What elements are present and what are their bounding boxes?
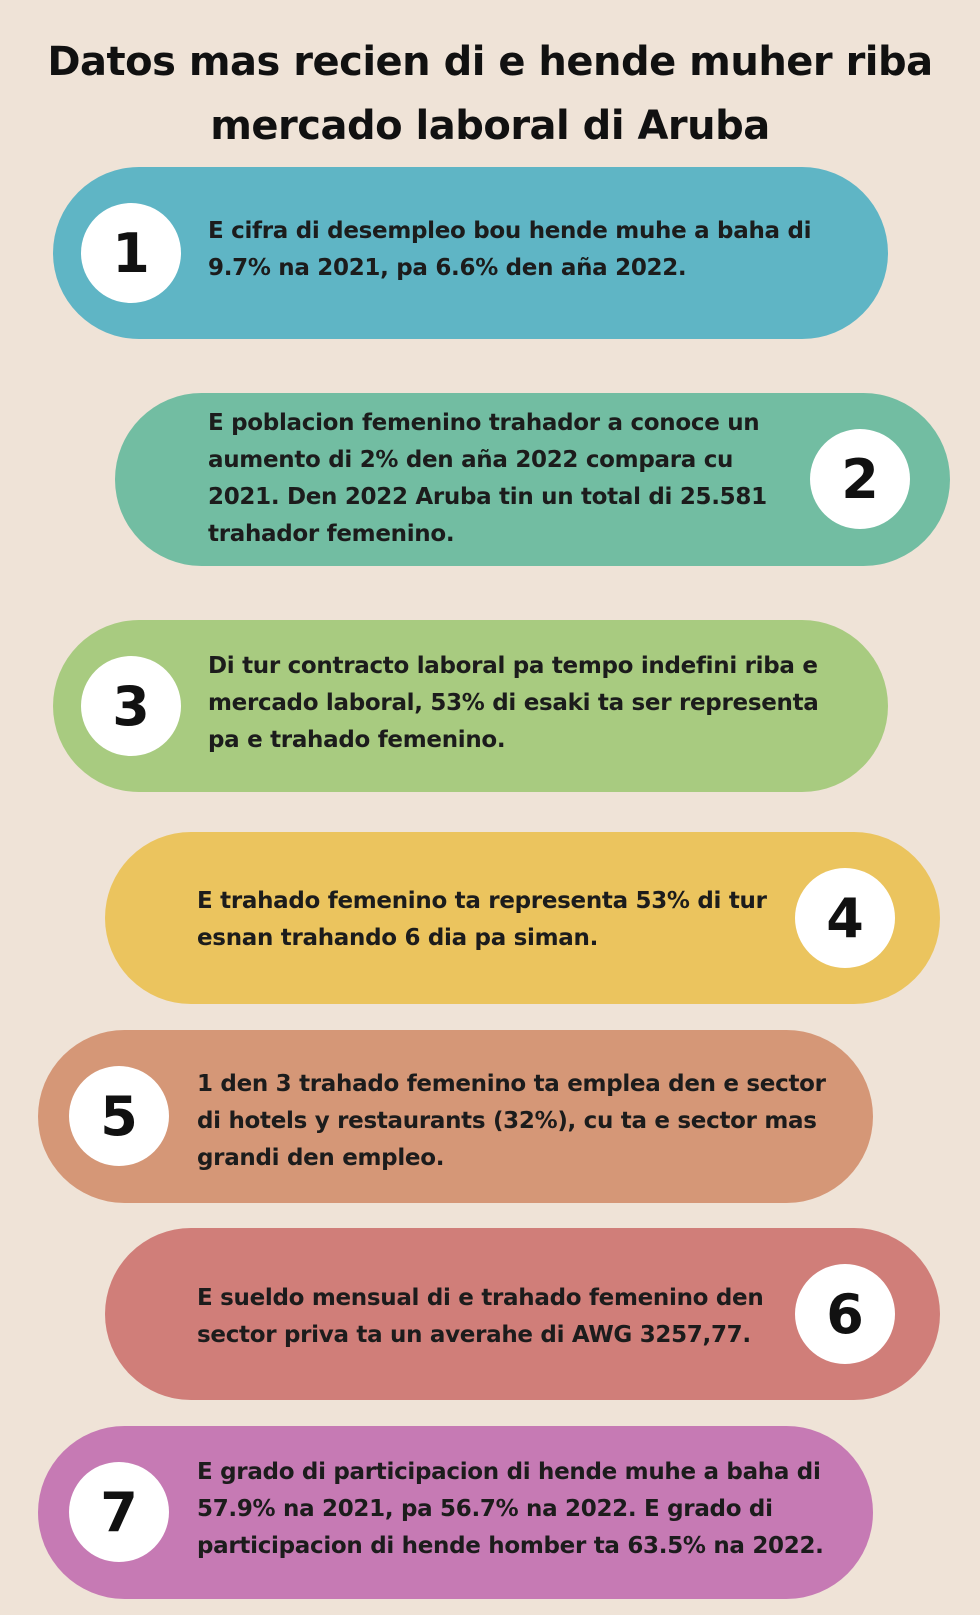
number-badge-6: 6: [795, 1264, 895, 1364]
number-badge-4: 4: [795, 868, 895, 968]
number-badge-1: 1: [81, 203, 181, 303]
fact-card-5: [38, 1030, 873, 1203]
fact-text-5: 1 den 3 trahado femenino ta emplea den e sector di hotels y restaurants (32%), cu ta e sector mas grandi den empleo.: [197, 1071, 826, 1171]
fact-text-3: Di tur contracto laboral pa tempo indefini riba e mercado laboral, 53% di esaki ta ser representa pa e trahado femenino.: [208, 653, 819, 753]
fact-card-2: [115, 393, 950, 566]
fact-card-7: [38, 1426, 873, 1599]
fact-text-4: E trahado femenino ta representa 53% di tur esnan trahando 6 dia pa siman.: [197, 888, 767, 951]
number-badge-5: 5: [69, 1066, 169, 1166]
number-badge-3: 3: [81, 656, 181, 756]
fact-text-6: E sueldo mensual di e trahado femenino den sector priva ta un averahe di AWG 3257,77.: [197, 1285, 764, 1348]
fact-text-2: E poblacion femenino trahador a conoce un aumento di 2% den aña 2022 compara cu 2021. Den 2022 Aruba tin un total di 25.581 trahador femenino.: [208, 410, 767, 547]
fact-card-4: [105, 832, 940, 1004]
fact-card-6: [105, 1228, 940, 1400]
number-badge-7: 7: [69, 1462, 169, 1562]
fact-card-3: [53, 620, 888, 792]
fact-card-1: [53, 167, 888, 339]
number-badge-2: 2: [810, 429, 910, 529]
fact-text-7: E grado di participacion di hende muhe a baha di 57.9% na 2021, pa 56.7% na 2022. E grado di participacion di hende homber ta 63.5% na 2022.: [197, 1459, 824, 1559]
page-title: Datos mas recien di e hende muher riba mercado laboral di Aruba: [47, 39, 933, 149]
fact-text-1: E cifra di desempleo bou hende muhe a baha di 9.7% na 2021, pa 6.6% den aña 2022.: [208, 218, 812, 281]
